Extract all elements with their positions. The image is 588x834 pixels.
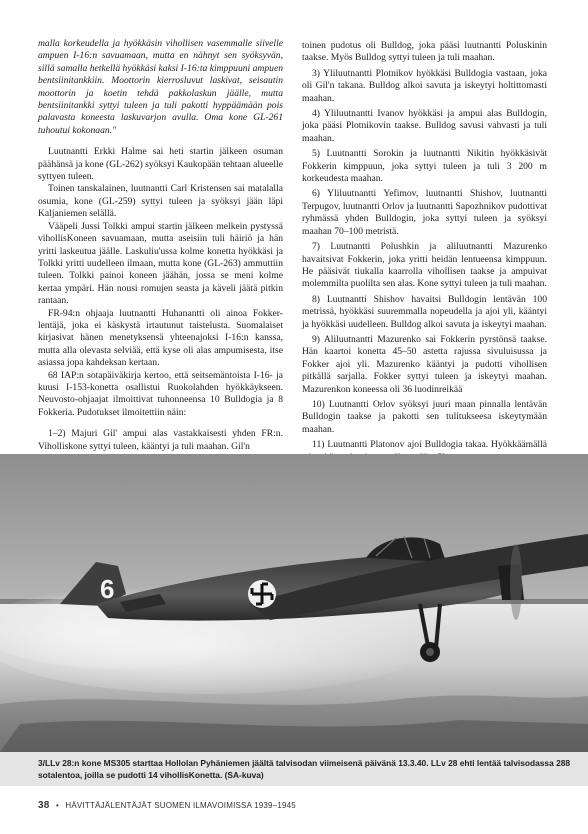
page-number: 38 [38, 800, 50, 811]
photo-caption: 3/LLv 28:n kone MS305 starttaa Hollolan Pyhäniemen jäältä talvisodan viimeisenä päivänä 13.3.40. LLv 28 ehti lentää talvisodassa 288 sotalentoa, joilla se pudotti 14 vihollisKonetta. (SA-kuva) [0, 752, 588, 786]
page-footer [38, 800, 296, 811]
body-paragraph: Vääpeli Jussi Tolkki ampui startin jälkeen melkein pystyssä vihollisKoneen savuamaan, mutta aseisiin tuli häiriö ja hän yritti laskeutua jäälle. Laskuliu'ussa kolme konetta hyökkäsi ja Tolkki yritti uudelleen ilmaan, mutta kone (GL-263) ammuttiin tuleen. Tolkki painoi koneen jäähän, jossa se meni kolme kertaa ympäri. Hän nousi romujen seasta ja käveli jäätä pitkin rantaan. [38, 220, 283, 307]
claim-item: 10) Luutnantti Orlov syöksyi juuri maan pinnalla lentävän Bulldogin taakse ja pakotti sen tulitukseesa iskeytymään maahan. [302, 398, 547, 435]
body-paragraph: 1–2) Majuri Gil' ampui alas vastakkaisesti yhden FR:n. Viholliskone syttyi tuleen, kääntyi ja tuli maahan. Gil'n [38, 428, 283, 452]
aircraft-photo [0, 454, 588, 752]
aircraft-photo-graphic [0, 454, 588, 752]
claim-item: 5) Luutnantti Sorokin ja luutnantti Nikitin hyökkäsivät Fokkerin kimppuun, joka syttyi tuleen ja tuli 3 200 m korkeudesta maahan. [302, 148, 547, 185]
claim-item: 11) Luutnantti Platonov ajoi Bulldogia takaa. Hyökkäämällä [312, 439, 547, 451]
left-text-column [38, 38, 283, 453]
claim-item: 9) Aliluutnantti Mazurenko sai Fokkerin pyrstönsä taakse. Hän kaartoi konetta 45–50 astetta rajussa sivuluisussa ja Fokker ajoi yli. Mazurenko kääntyi ja pudotti vihollisen pitkällä sarjalla. Fokker syttyi tuleen ja iskeytyi maahan. Mazurenkon koneessa oli 36 luodinreikää [302, 333, 547, 395]
body-paragraph: Toinen tanskalainen, luutnantti Carl Kristensen sai matalalla osumia, kone (GL-259) syttyi tuleen ja syöksyi jään läpi Kaljaniemen selällä. [38, 183, 283, 220]
right-text-column [302, 40, 547, 467]
claim-item: 3) Yliluutnantti Plotnikov hyökkäsi Bulldogia vastaan, joka oli Gil'n takana. Bulldog alkoi savuta ja iskeytyi holtittomasti maahan. [302, 67, 547, 104]
body-paragraph: toinen pudotus oli Bulldog, joka pääsi luutnantti Poluskinin taakse. Myös Bulldog syttyi tuleen ja tuli maahan. [302, 40, 547, 64]
book-title: HÄVITTÄJÄLENTÄJÄT SUOMEN ILMAVOIMISSA 1939–1945 [65, 801, 296, 810]
claim-item: 6) Yliluutnantti Yefimov, luutnantti Shishov, luutnantti Terpugov, luutnantti Orlov ja luutnantti Sapozhnikov pudottivat ryhmässä yhden Bulldogin, joka syttyi tuleen ja syöksyi maahan 70–100 metristä. [302, 188, 547, 237]
tail-number: 6 [100, 574, 115, 604]
claim-item: 7) Luutnantti Polushkin ja aliluutnantti Mazurenko havaitsivat Fokkerin, joka yritti heidän lentueensa kimppuun. He pääsivät tiukalla kaarrolla vihollisen taakse ja ampuivat molemmilta puolilta sen alas. Kone syttyi tuleen ja tuli maahan. [302, 241, 547, 290]
body-paragraph: 68 IAP:n sotapäiväkirja kertoo, että seitsemäntoista I-16- ja kuusi I-153-konetta osallistui Ruokolahden hyökkäykseen. Neuvosto-ohjaajat ilmoittivat tuhonneensa 10 Bulldogia ja 8 Fokkeria. Pudotukset ilmoitettiin näin: [38, 369, 283, 418]
claim-item: 4) Yliluutnantti Ivanov hyökkäsi ja ampui alas Bulldogin, joka pääsi Plotnikovin taakse. Bulldog savusi vahvasti ja tuli maahan. [302, 108, 547, 144]
body-paragraph: FR-94:n ohjaaja luutnantti Huhanantti oli ainoa Fokker-lentäjä, joka ei käskystä irtautunut taistelusta. Suomalaiset kirjasivat hänen menetyksensä yhteenajoksi I-16:n kanssa, mutta alla olevasta selviää, että kyse oli alas ampumisesta, itse asiassa jopa kahdeksan kertaan. [38, 307, 283, 369]
quote-paragraph: malla korkeudella ja hyökkäsin vihollisen vasemmalle siivelle ampuen I-16:n savuamaan, mutta en nähnyt sen syöksyvän, sillä samalla hetkellä hyökkäsi kaksi I-16:ta kimppuuni ampuen bentsiinitankkiin. Moottorin kierrosluvut laskivat, seisautin moottorin ja koetin tehdä pakkolaskun jäälle, mutta bentsiinitankki syttyi tuleen ja tuli pakotti hyppäämään pois palavasta koneesta laskuvarjon avulla. Oma kone GL-261 tuhoutui kokonaan." [38, 38, 283, 136]
footer-separator: • [55, 801, 59, 810]
body-paragraph: Luutnantti Erkki Halme sai heti startin jälkeen osuman päähänsä ja kone (GL-262) syöksyi Kaukopään tehtaan alueelle syttyen tuleen. [38, 146, 283, 183]
claim-item: 8) Luutnantti Shishov havaitsi Bulldogin lentävän 100 metrissä, hyökkäsi suuremmalla nopeudella ja ajoi yli, kääntyi ja hyökkäsi uudelleen. Bulldog alkoi savuta ja iskeytyi maahan. [302, 293, 547, 330]
